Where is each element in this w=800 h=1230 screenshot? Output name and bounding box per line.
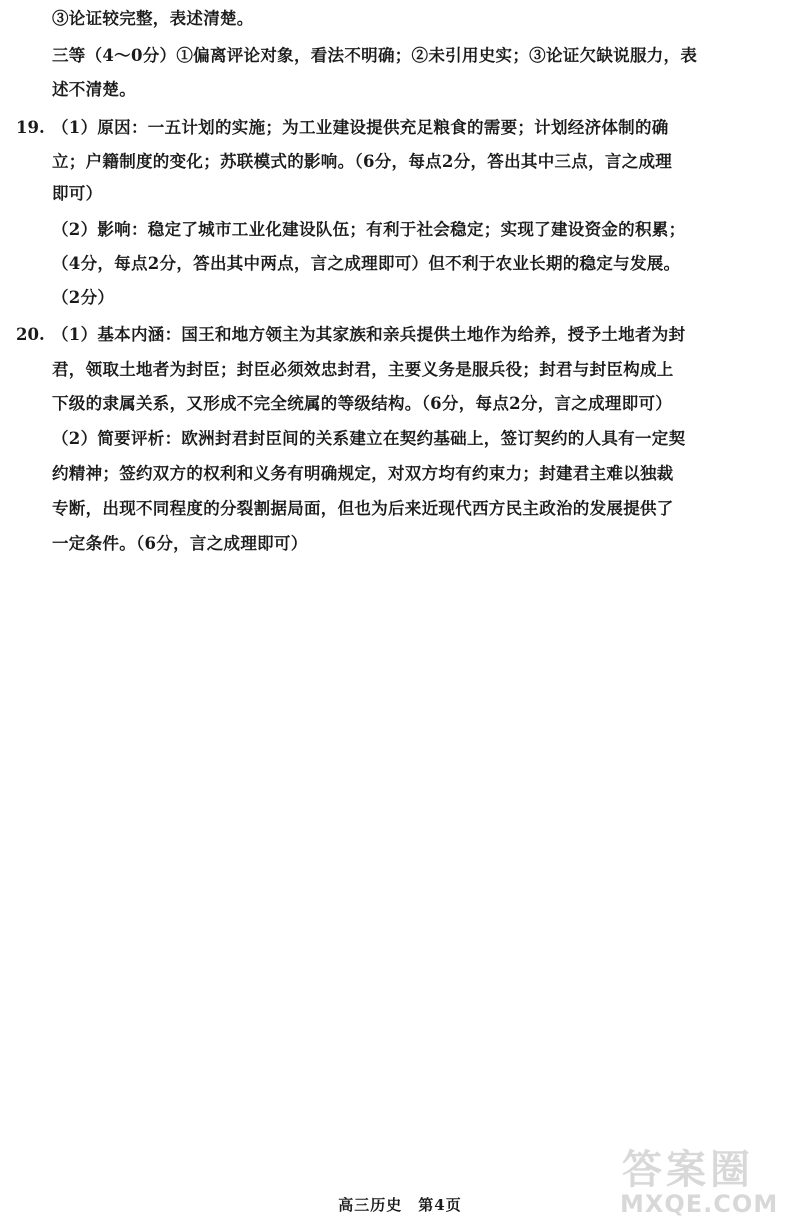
question-number-20: 20. [16, 325, 45, 344]
answer-line: 一定条件。（6分，言之成理即可） [52, 534, 308, 553]
answer-line: 述不清楚。 [52, 80, 136, 99]
page-footer: 高三历史 第4页 [338, 1196, 462, 1214]
answer-line: 即可） [52, 184, 103, 203]
watermark-url-text: MXQE.COM [620, 1190, 779, 1218]
answer-line: （2）影响：稳定了城市工业化建设队伍；有利于社会稳定；实现了建设资金的积累； [52, 220, 686, 239]
question-number-19: 19. [16, 118, 45, 137]
watermark-logo [612, 1138, 792, 1224]
answer-line: ③论证较完整，表述清楚。 [52, 9, 254, 28]
answer-line: 三等（4～0分）①偏离评论对象，看法不明确；②未引用史实；③论证欠缺说服力，表 [52, 46, 698, 65]
watermark-logo-text: 答案圈 [622, 1147, 754, 1193]
answer-line: 立；户籍制度的变化；苏联模式的影响。（6分，每点2分，答出其中三点，言之成理 [52, 152, 673, 171]
answer-line: 专断，出现不同程度的分裂割据局面，但也为后来近现代西方民主政治的发展提供了 [52, 499, 674, 518]
answer-line: 约精神；签约双方的权利和义务有明确规定，对双方均有约束力；封建君主难以独裁 [52, 464, 674, 483]
answer-line: 君，领取土地者为封臣；封臣必须效忠封君，主要义务是服兵役；封君与封臣构成上 [52, 360, 674, 379]
answer-line: （1）基本内涵：国王和地方领主为其家族和亲兵提供土地作为给养，授予土地者为封 [52, 325, 686, 344]
answer-line: （2分） [52, 288, 115, 307]
answer-line: 下级的隶属关系，又形成不完全统属的等级结构。（6分，每点2分，言之成理即可） [52, 394, 673, 413]
answer-line: （4分，每点2分，答出其中两点，言之成理即可）但不利于农业长期的稳定与发展。 [52, 254, 681, 273]
answer-line: （1）原因：一五计划的实施；为工业建设提供充足粮食的需要；计划经济体制的确 [52, 118, 669, 137]
answer-line: （2）简要评析：欧洲封君封臣间的关系建立在契约基础上，签订契约的人具有一定契 [52, 429, 686, 448]
